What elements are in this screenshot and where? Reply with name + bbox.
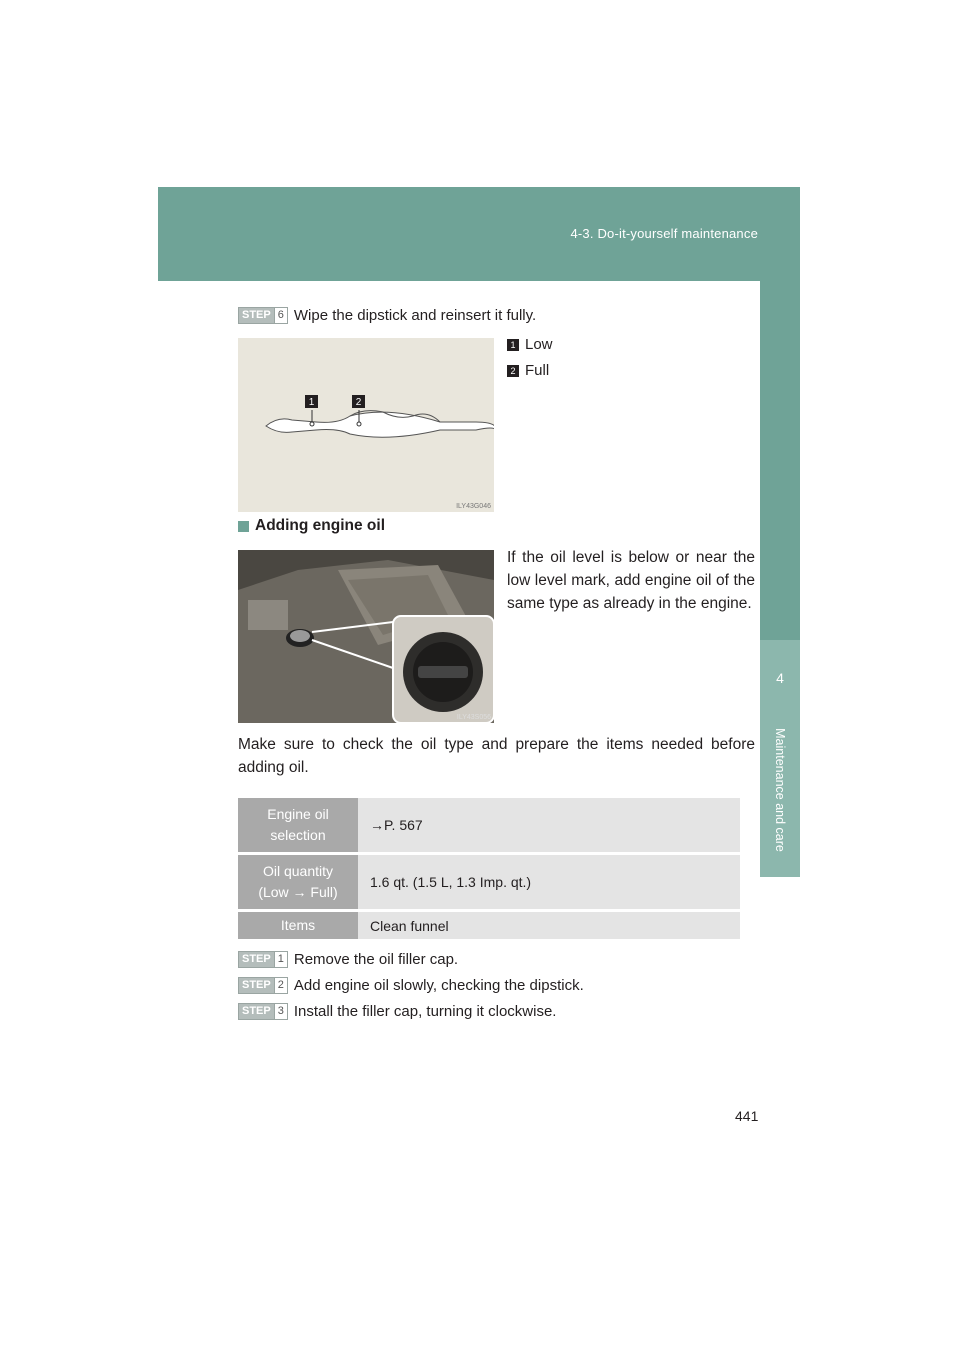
- engine-photo-drawing: [238, 550, 494, 723]
- legend-item-full: [507, 362, 549, 379]
- step-3: [238, 1003, 556, 1020]
- heading-square-icon: [238, 521, 249, 532]
- step-text: Remove the oil filler cap.: [293, 951, 459, 968]
- figure-code: ILY43G046: [456, 503, 491, 510]
- step-6: [238, 307, 536, 324]
- legend-item-low: [507, 336, 553, 353]
- table-row: [238, 798, 740, 852]
- legend-badge: 1: [507, 339, 519, 351]
- legend-label: Full: [525, 362, 550, 379]
- step-badge: [238, 951, 288, 968]
- header-band: [158, 187, 800, 281]
- svg-text:1: 1: [308, 397, 315, 408]
- table-value: →P. 567: [358, 798, 740, 852]
- step-badge-label: STEP: [242, 979, 271, 991]
- table-value: 1.6 qt. (1.5 L, 1.3 Imp. qt.): [358, 855, 740, 909]
- page-number: 441: [735, 1108, 759, 1124]
- step-2: [238, 977, 584, 994]
- step-text: Wipe the dipstick and reinsert it fully.: [293, 307, 537, 324]
- legend-badge: 2: [507, 365, 519, 377]
- section-heading: [238, 517, 385, 535]
- table-value: Clean funnel: [358, 912, 740, 939]
- engine-oil-filler-photo: [238, 550, 494, 723]
- step-badge-number: 1: [274, 952, 287, 967]
- step-badge: [238, 307, 288, 324]
- chapter-title: Maintenance and care: [773, 728, 787, 852]
- step-badge-label: STEP: [242, 309, 271, 321]
- table-label: Items: [238, 912, 358, 939]
- step-badge: [238, 977, 288, 994]
- step-badge: [238, 1003, 288, 1020]
- figure-code: ILY43S056: [456, 714, 491, 721]
- table-row: [238, 912, 740, 939]
- chapter-number: 4: [776, 670, 784, 686]
- adding-oil-description: If the oil level is below or near the low level mark, add engine oil of the same type as already in the engine.: [507, 549, 755, 612]
- step-badge-label: STEP: [242, 1005, 271, 1017]
- dipstick-illustration: [238, 338, 494, 512]
- legend-label: Low: [525, 336, 553, 353]
- step-badge-number: 6: [274, 308, 287, 323]
- step-badge-label: STEP: [242, 953, 271, 965]
- step-1: [238, 951, 458, 968]
- oil-info-table: [238, 795, 740, 942]
- section-title: 4-3. Do-it-yourself maintenance: [570, 226, 758, 241]
- heading-text: Adding engine oil: [255, 517, 386, 534]
- intro-paragraph: Make sure to check the oil type and prepare the items needed before adding oil.: [238, 736, 755, 776]
- step-text: Install the filler cap, turning it clockwise.: [293, 1003, 557, 1020]
- svg-text:2: 2: [355, 397, 362, 408]
- step-text: Add engine oil slowly, checking the dipstick.: [293, 977, 584, 994]
- table-label: Oil quantity (Low → Full): [238, 855, 358, 909]
- step-badge-number: 2: [274, 978, 287, 993]
- table-label: Engine oil selection: [238, 798, 358, 852]
- step-badge-number: 3: [274, 1004, 287, 1019]
- dipstick-drawing: [238, 338, 494, 512]
- table-row: [238, 855, 740, 909]
